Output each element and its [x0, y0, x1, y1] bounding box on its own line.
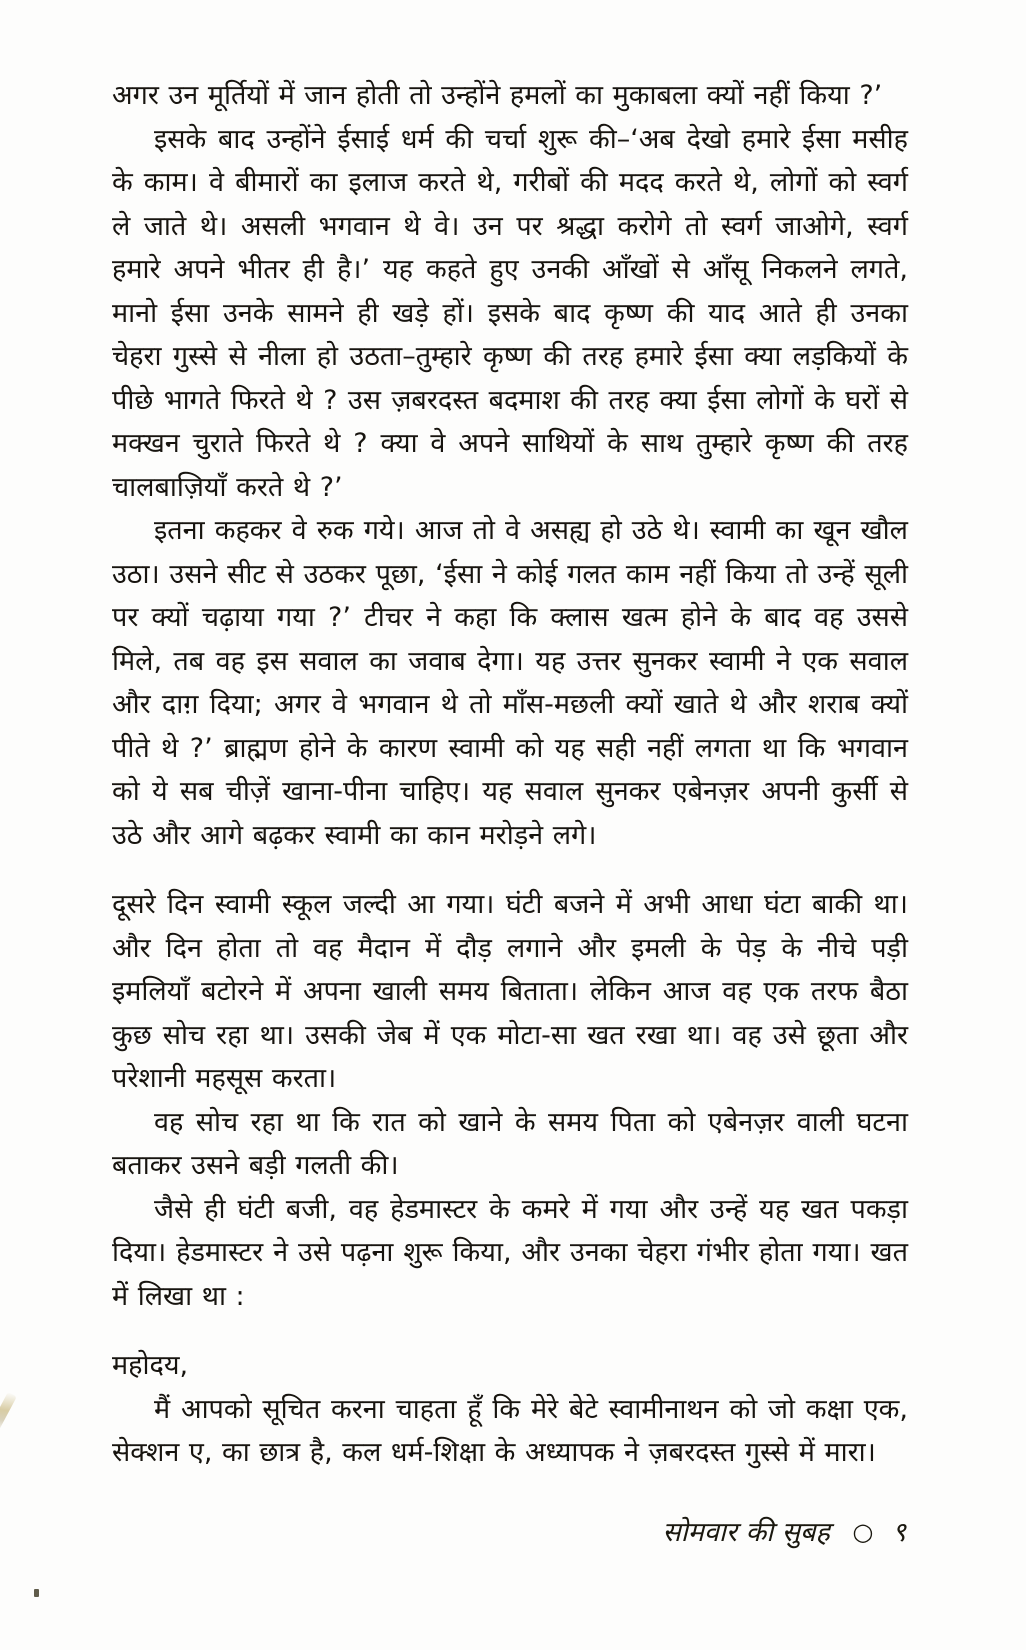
circle-separator-icon: ○ — [852, 1518, 874, 1546]
paragraph: इसके बाद उन्होंने ईसाई धर्म की चर्चा शुरू की–‘अब देखो हमारे ईसा मसीह के काम। वे बीमारों का इलाज करते थे, गरीबों की मदद करते थे, लोगों को स्वर्ग ले जाते थे। असली भगवान थे वे। उन पर श्रद्धा करोगे तो स्वर्ग जाओगे, स्वर्ग हमारे अपने भीतर ही है।’ यह कहते हुए उनकी आँखों से आँसू निकलने लगते, मानो ईसा उनके सामने ही खड़े हों। इसके बाद कृष्ण की याद आते ही उनका चेहरा गुस्से से नीला हो उठता–तुम्हारे कृष्ण की तरह हमारे ईसा क्या लड़कियों के पीछे भागते फिरते थे ? उस ज़बरदस्त बदमाश की तरह क्या ईसा लोगों के घरों से मक्खन चुराते फिरते थे ? क्या वे अपने साथियों के साथ तुम्हारे कृष्ण की तरह चालबाज़ियाँ करते थे ?’ — [112, 123, 908, 503]
paragraph: अगर उन मूर्तियों में जान होती तो उन्होंने हमलों का मुकाबला क्यों नहीं किया ?’ — [112, 80, 883, 111]
page-text-block — [112, 74, 908, 1475]
paragraph: महोदय, — [112, 1350, 189, 1381]
chapter-title: सोमवार की सुबह — [662, 1517, 830, 1548]
scan-smudge-artifact — [0, 1392, 17, 1432]
page-number: ९ — [891, 1517, 906, 1548]
paragraph: इतना कहकर वे रुक गये। आज तो वे असह्य हो उठे थे। स्वामी का खून खौल उठा। उसने सीट से उठकर पूछा, ‘ईसा ने कोई गलत काम नहीं किया तो उन्हें सूली पर क्यों चढ़ाया गया ?’ टीचर ने कहा कि क्लास खत्म होने के बाद वह उससे मिले, तब वह इस सवाल का जवाब देगा। यह उत्तर सुनकर स्वामी ने एक सवाल और दाग़ दिया; अगर वे भगवान थे तो माँस-मछली क्यों खाते थे और शराब क्यों पीते थे ?’ ब्राह्मण होने के कारण स्वामी को यह सही नहीं लगता था कि भगवान को ये सब चीज़ें खाना-पीना चाहिए। यह सवाल सुनकर एबेनज़र अपनी कुर्सी से उठे और आगे बढ़कर स्वामी का कान मरोड़ने लगे। — [112, 515, 908, 851]
paragraph: दूसरे दिन स्वामी स्कूल जल्दी आ गया। घंटी बजने में अभी आधा घंटा बाकी था। और दिन होता तो वह मैदान में दौड़ लगाने और इमली के पेड़ के नीचे पड़ी इमलियाँ बटोरने में अपना खाली समय बिताता। लेकिन आज वह एक तरफ बैठा कुछ सोच रहा था। उसकी जेब में एक मोटा-सा खत रखा था। वह उसे छूता और परेशानी महसूस करता। — [112, 889, 908, 1094]
paragraph: जैसे ही घंटी बजी, वह हेडमास्टर के कमरे में गया और उन्हें यह खत पकड़ा दिया। हेडमास्टर ने उसे पढ़ना शुरू किया, और उनका चेहरा गंभीर होता गया। खत में लिखा था : — [112, 1193, 908, 1312]
paragraph: वह सोच रहा था कि रात को खाने के समय पिता को एबेनज़र वाली घटना बताकर उसने बड़ी गलती की। — [112, 1106, 908, 1181]
scan-speck-artifact — [34, 1589, 39, 1597]
paragraph: मैं आपको सूचित करना चाहता हूँ कि मेरे बेटे स्वामीनाथन को जो कक्षा एक, सेक्शन ए, का छात्र है, कल धर्म-शिक्षा के अध्यापक ने ज़बरदस्त गुस्से में मारा। — [112, 1393, 908, 1468]
running-footer — [662, 1512, 906, 1549]
